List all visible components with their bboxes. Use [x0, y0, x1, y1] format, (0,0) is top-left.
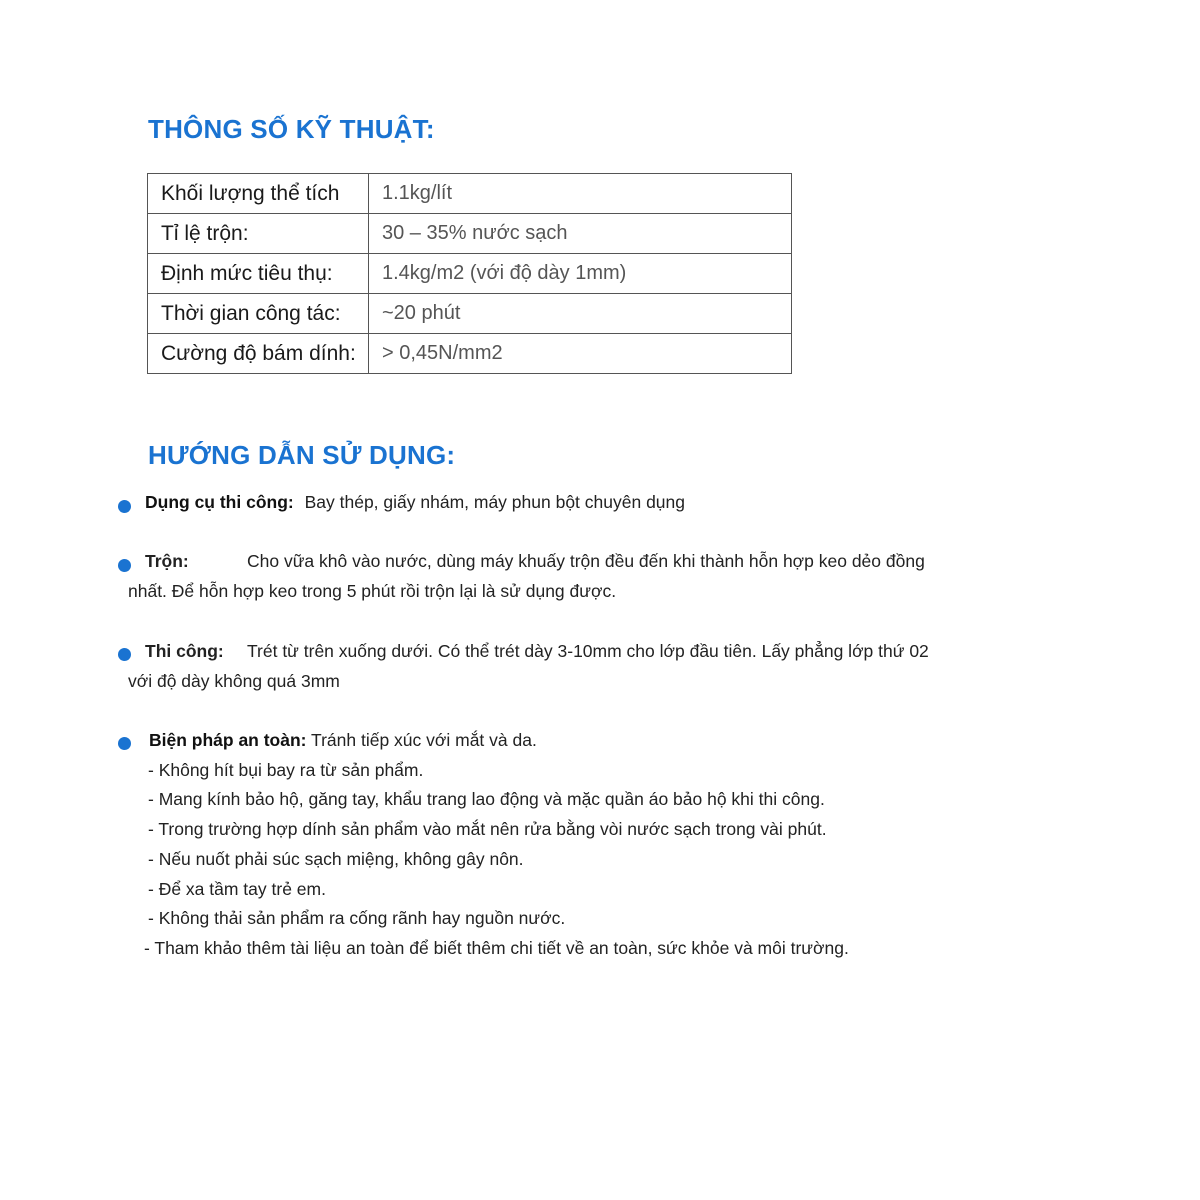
- mixing-label: Trộn:: [145, 551, 189, 571]
- spec-key: Cường độ bám dính:: [148, 334, 369, 374]
- application-text: Trét từ trên xuống dưới. Có thể trét dày 3-10mm cho lớp đầu tiên. Lấy phẳng lớp thứ 02: [247, 641, 929, 661]
- safety-item: - Trong trường hợp dính sản phẩm vào mắt nên rửa bằng vòi nước sạch trong vài phút.: [148, 819, 827, 839]
- bullet-dot-icon: [118, 648, 131, 661]
- mixing-text: Cho vữa khô vào nước, dùng máy khuấy trộn đều đến khi thành hỗn hợp keo dẻo đồng: [247, 551, 925, 571]
- specs-table: [147, 173, 792, 374]
- table-row: [148, 294, 792, 334]
- safety-item: - Mang kính bảo hộ, găng tay, khẩu trang lao động và mặc quần áo bảo hộ khi thi công.: [148, 789, 825, 809]
- table-row: [148, 214, 792, 254]
- safety-item: - Nếu nuốt phải súc sạch miệng, không gây nôn.: [148, 849, 524, 869]
- spec-key: Khối lượng thể tích: [148, 174, 369, 214]
- safety-item: - Tham khảo thêm tài liệu an toàn để biết thêm chi tiết về an toàn, sức khỏe và môi trường.: [144, 938, 849, 958]
- spec-value: > 0,45N/mm2: [369, 334, 792, 374]
- application-label: Thi công:: [145, 641, 224, 661]
- tools-text: Bay thép, giấy nhám, máy phun bột chuyên dụng: [304, 492, 686, 512]
- spec-value: 1.1kg/lít: [369, 174, 792, 214]
- safety-item: - Không thải sản phẩm ra cống rãnh hay nguồn nước.: [148, 908, 566, 928]
- safety-item: - Để xa tầm tay trẻ em.: [148, 879, 326, 899]
- tools-line: [145, 492, 685, 513]
- spec-key: Tỉ lệ trộn:: [148, 214, 369, 254]
- safety-text: Tránh tiếp xúc với mắt và da.: [311, 730, 537, 750]
- bullet-dot-icon: [118, 737, 131, 750]
- table-row: [148, 254, 792, 294]
- table-row: [148, 334, 792, 374]
- table-row: [148, 174, 792, 214]
- safety-item: - Không hít bụi bay ra từ sản phẩm.: [148, 760, 424, 780]
- application-text-cont: với độ dày không quá 3mm: [128, 671, 340, 691]
- guide-heading: HƯỚNG DẪN SỬ DỤNG:: [148, 440, 456, 470]
- safety-line: [149, 730, 537, 751]
- spec-value: 1.4kg/m2 (với độ dày 1mm): [369, 254, 792, 294]
- spec-key: Định mức tiêu thụ:: [148, 254, 369, 294]
- spec-value: ~20 phút: [369, 294, 792, 334]
- spec-value: 30 – 35% nước sạch: [369, 214, 792, 254]
- safety-label: Biện pháp an toàn:: [149, 730, 307, 750]
- bullet-dot-icon: [118, 500, 131, 513]
- spec-key: Thời gian công tác:: [148, 294, 369, 334]
- bullet-dot-icon: [118, 559, 131, 572]
- tools-label: Dụng cụ thi công:: [145, 492, 294, 512]
- mixing-text-cont: nhất. Để hỗn hợp keo trong 5 phút rồi trộn lại là sử dụng được.: [128, 581, 617, 601]
- specs-heading: THÔNG SỐ KỸ THUẬT:: [148, 114, 435, 144]
